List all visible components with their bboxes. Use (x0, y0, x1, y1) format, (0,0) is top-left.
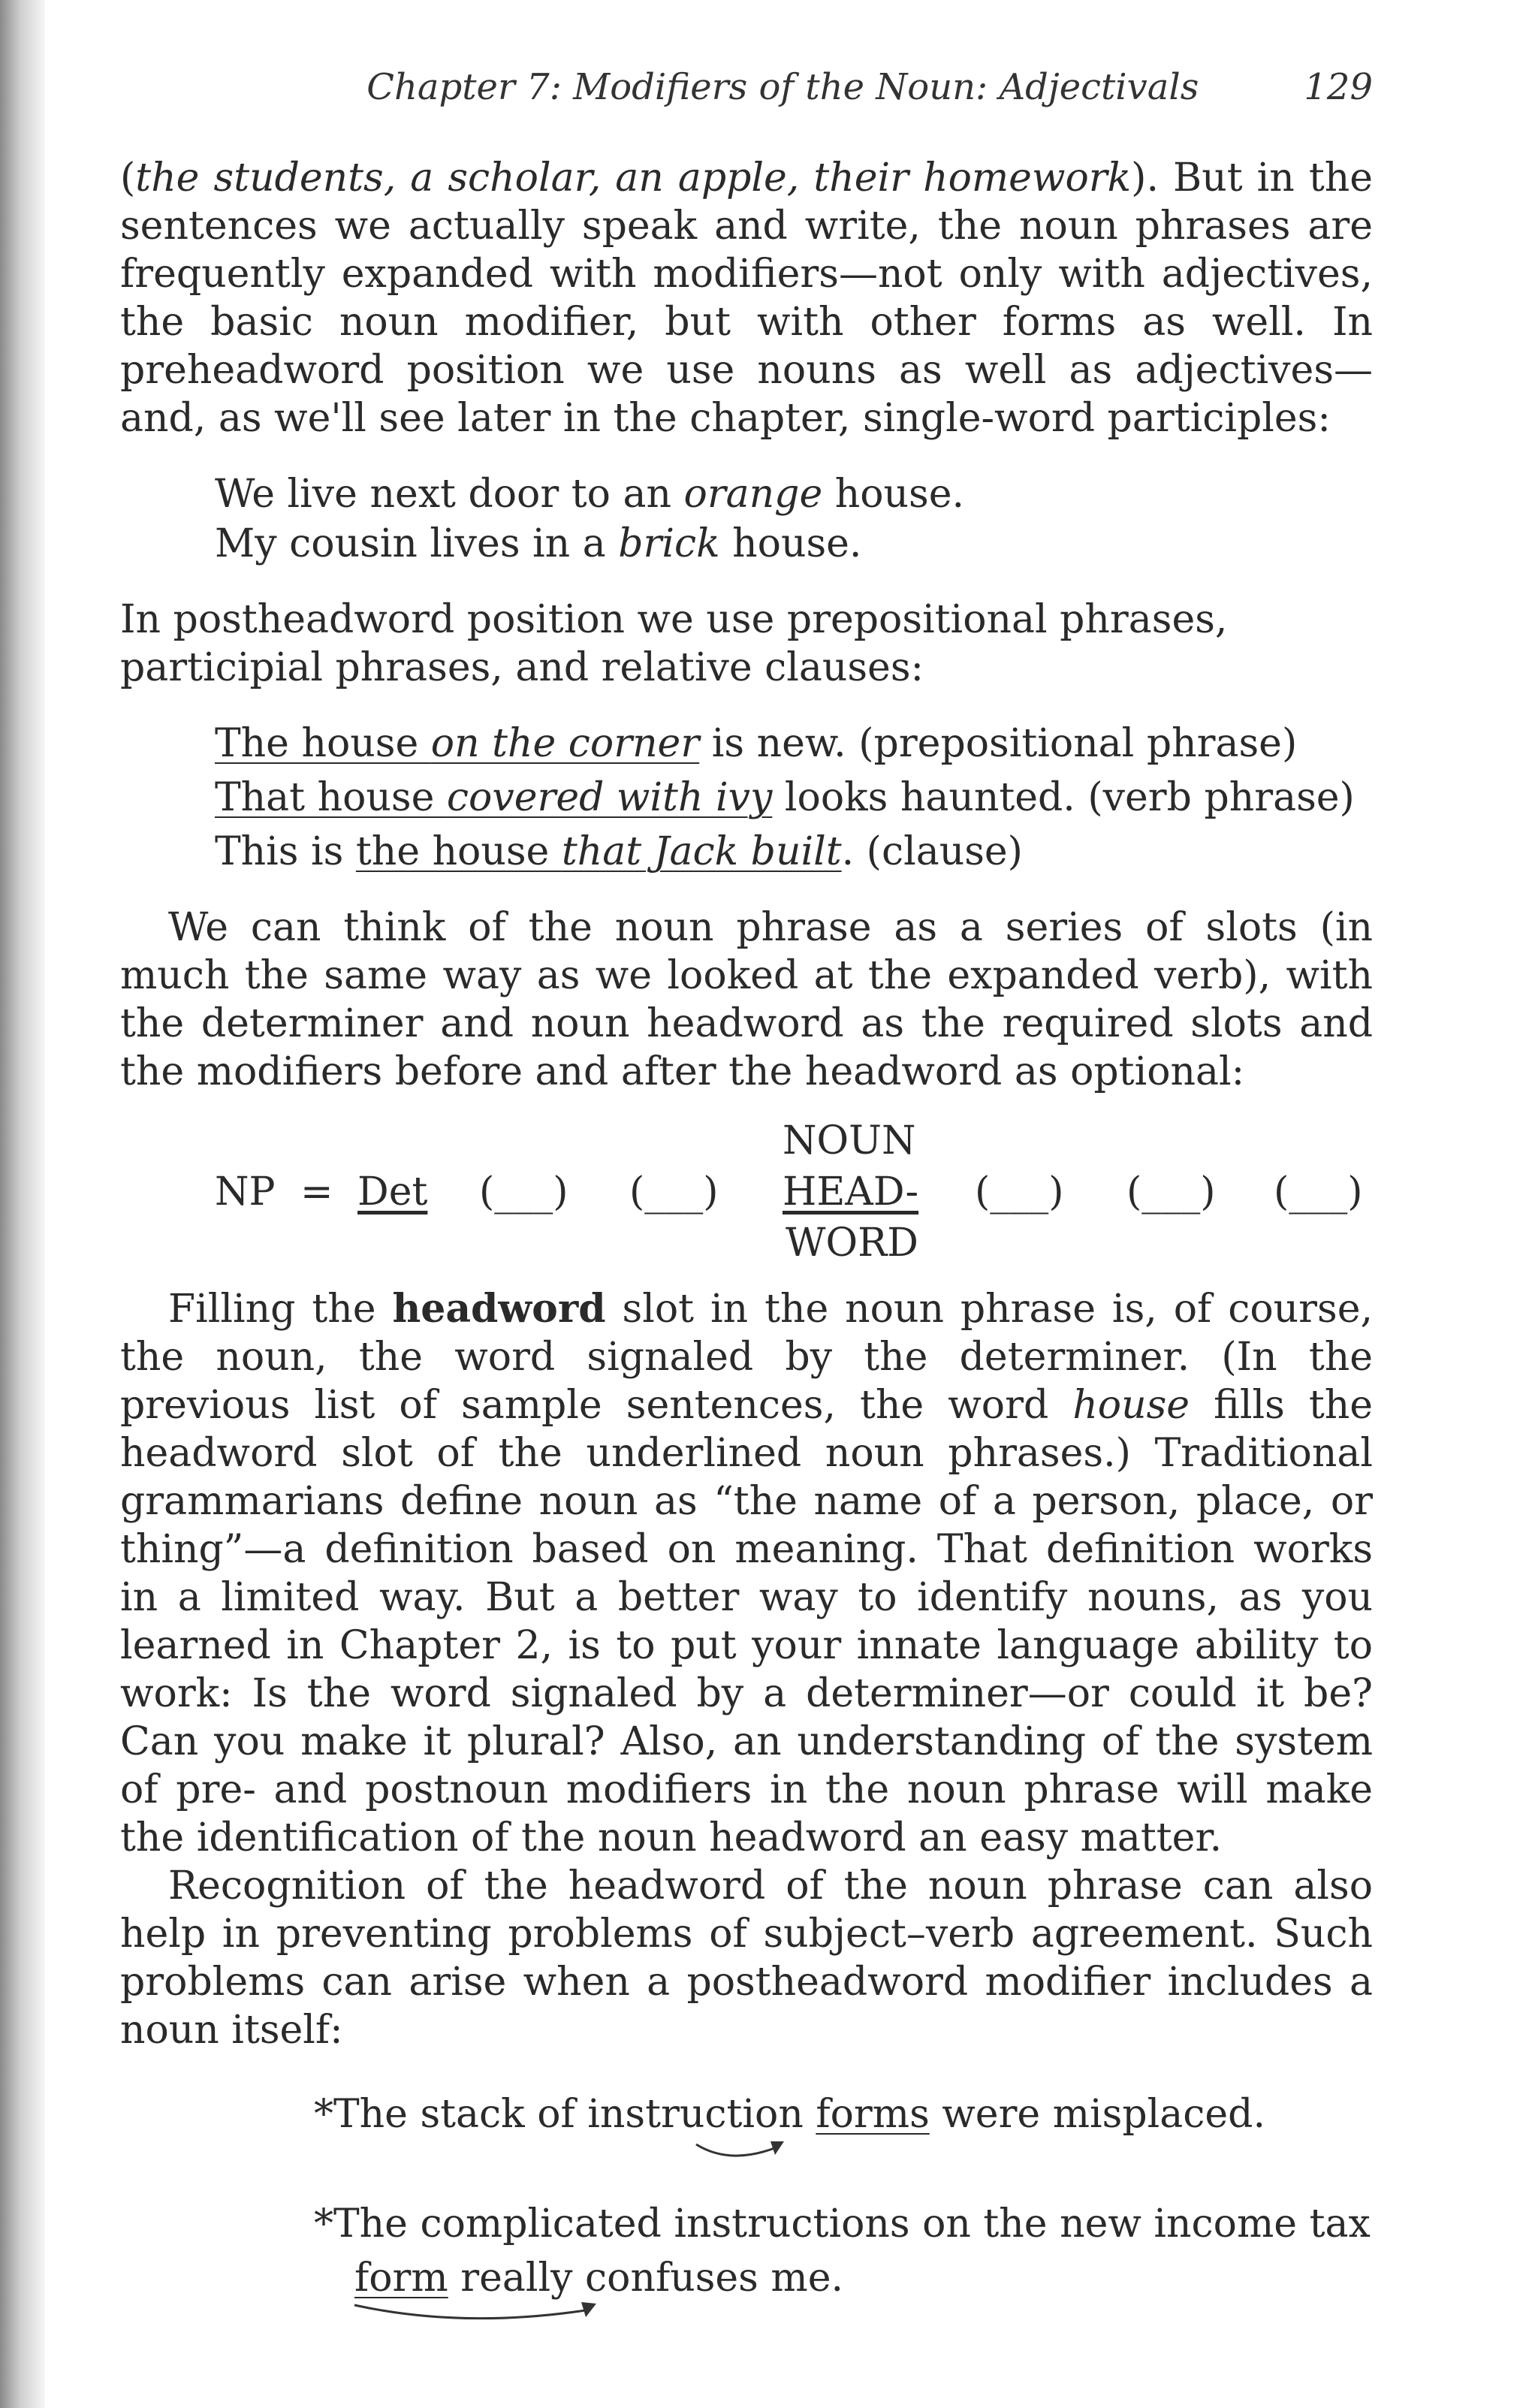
paragraph-3: We can think of the noun phrase as a series of slots (in much the same way as we looked at the expanded verb), with the determiner and noun headword as the required slots and the modifiers before and after the headword as optional: (120, 905, 1373, 1094)
modifier: that Jack built (561, 829, 842, 874)
agreement-arrow-icon (692, 2131, 798, 2168)
house-term: house (1072, 1383, 1190, 1428)
noun-phrase: the house (355, 829, 562, 874)
formula-slot: (___) (975, 1169, 1064, 1215)
example-text: *The complicated instructions on the new income tax (314, 2201, 1371, 2247)
paragraph-5: Recognition of the headword of the noun phrase can also help in preventing problems of subject–verb agreement. Such problems can arise when a postheadword modifier includes a noun itself: (120, 1863, 1373, 2053)
headword-term: headword (392, 1286, 606, 1332)
paragraph-1-text: But in the sentences we actually speak and write, the noun phrases are frequently expanded with modifiers—not only with adjectives, the basic noun modifier, but with other forms as well. In preheadword position we use nouns as well as adjectives—and, as we'll see later in the chapter, single-word participles: (120, 155, 1374, 441)
noun-phrase: The house (215, 721, 431, 766)
example-text: We live next door to an (215, 472, 684, 517)
modifier: on the corner (430, 721, 700, 766)
formula-slot: (___) (629, 1169, 719, 1215)
formula-word: WORD (786, 1221, 918, 1266)
noun-phrase-formula (120, 1096, 1373, 1291)
modifier: covered with ivy (446, 775, 773, 820)
example-text: house. (822, 472, 965, 517)
example-group-2 (120, 711, 1373, 884)
example-text: really confuses me. (448, 2256, 843, 2301)
formula-head: HEAD- (783, 1169, 919, 1215)
example-text: is new. (prepositional phrase) (699, 721, 1298, 766)
formula-noun: NOUN (783, 1118, 916, 1163)
running-header (120, 66, 1373, 108)
example-emphasis: brick (618, 521, 720, 566)
formula-slot: (___) (479, 1169, 568, 1215)
page-number: 129 (1304, 66, 1373, 108)
page-spine-shadow (0, 0, 45, 2408)
head-noun: form (354, 2256, 448, 2301)
example-text: house. (719, 521, 862, 566)
example-text: . (clause) (841, 829, 1023, 874)
intro-examples: the students, a scholar, an apple, their homework (135, 155, 1132, 201)
example-text: were misplaced. (929, 2092, 1265, 2137)
example-text: My cousin lives in a (215, 521, 619, 566)
formula-slot: (___) (1274, 1169, 1363, 1215)
example-group-1 (120, 462, 1373, 576)
formula-slot: (___) (1126, 1169, 1216, 1215)
formula-equals: = (300, 1169, 333, 1215)
formula-np: NP (215, 1169, 276, 1215)
paragraph-4: Filling the headword slot in the noun phrase is, of course, the noun, the word signaled by the determiner. (In the previous list of sample sentences, the word house fills the headword slot of the underlined noun phrases.) Traditional grammarians define noun as “the name of a person, place, or thing”—a definition based on meaning. That definition works in a limited way. But a better way to identify nouns, as you learned in Chapter 2, is to put your innate language ability to work: Is the word signaled by a determiner—or could it be? Can you make it plural? Also, an understanding of the system of pre- and postnoun modifiers in the noun phrase will make the identification of the noun headword an easy matter. (120, 1286, 1373, 1860)
example-text: looks haunted. (verb phrase) (772, 775, 1355, 820)
page-body (120, 154, 1373, 2305)
agreement-arrow-icon (351, 2296, 622, 2334)
example-line (215, 511, 1373, 576)
formula-det: Det (357, 1169, 428, 1215)
head-noun: forms (816, 2092, 930, 2137)
example-text: *The stack of instruction (314, 2092, 816, 2137)
paragraph-2: In postheadword position we use prepositional phrases, participial phrases, and relative clauses: (120, 597, 1228, 690)
example-emphasis: orange (683, 472, 823, 517)
agreement-example-2 (120, 2197, 1373, 2305)
agreement-example-1 (120, 2084, 1373, 2167)
running-title: Chapter 7: Modifiers of the Noun: Adjectivals (366, 66, 1199, 108)
example-text: This is (215, 829, 356, 874)
noun-phrase: That house (215, 775, 447, 820)
paragraph-1: (the students, a scholar, an apple, their homework). But in the sentences we actually speak and write, the noun phrases are frequently expanded with modifiers—not only with adjectives, the basic noun modifier, but with other forms as well. In preheadword position we use nouns as well as adjectives—and, as we'll see later in the chapter, single-word participles: (120, 155, 1374, 441)
